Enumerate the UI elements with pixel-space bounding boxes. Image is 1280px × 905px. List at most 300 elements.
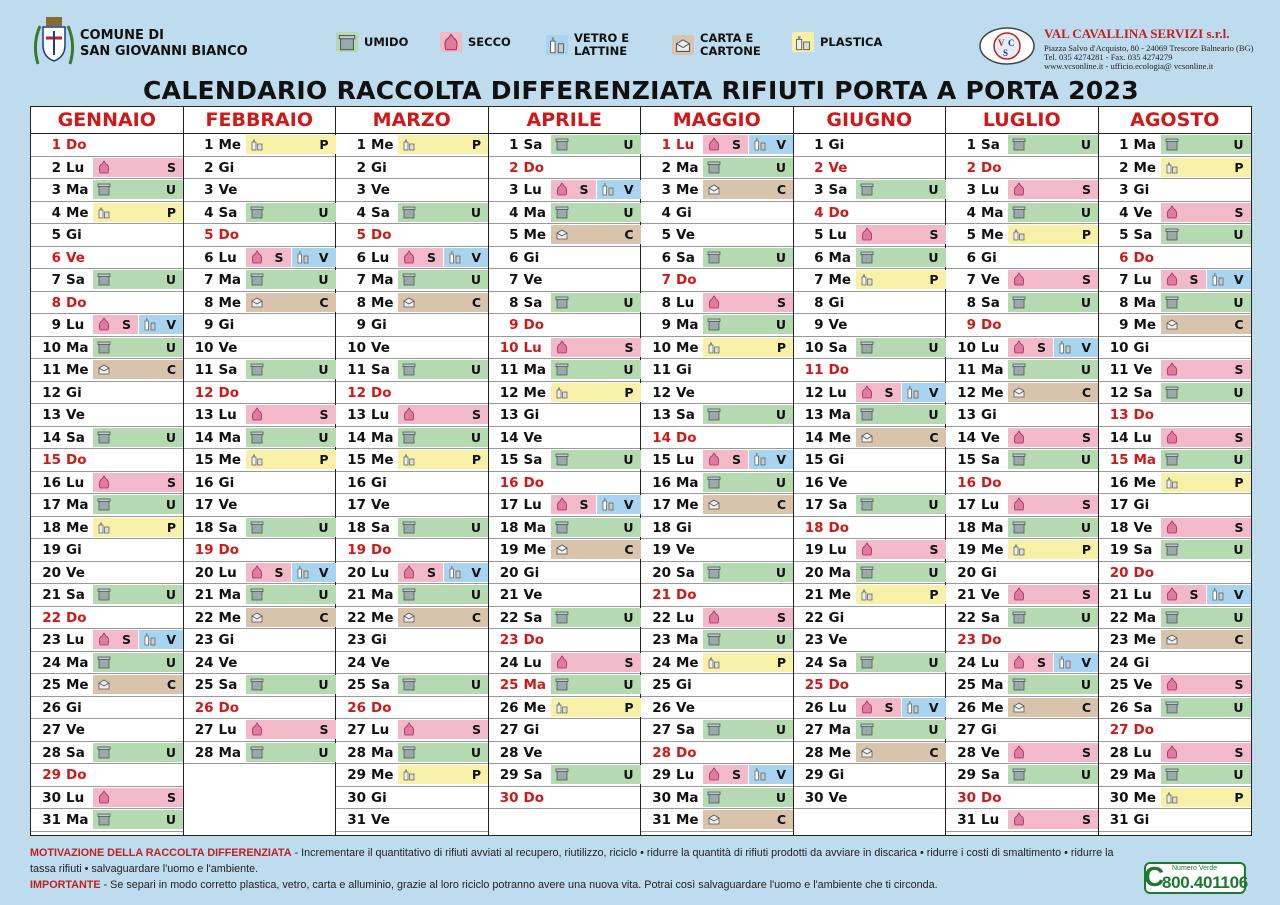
collection-code: U	[165, 744, 176, 760]
collection-bag	[856, 698, 901, 717]
collection-code: U	[318, 362, 329, 377]
bin-icon	[860, 340, 874, 354]
day-row	[336, 292, 488, 315]
month-name: MAGGIO	[641, 107, 793, 134]
day-number: 25	[804, 677, 824, 693]
day-number: 9	[814, 317, 824, 333]
weekday: Do	[66, 767, 87, 783]
bin-icon	[1012, 295, 1026, 309]
box-icon	[860, 745, 874, 759]
collection-bag	[856, 383, 901, 402]
collection-bag	[703, 135, 748, 154]
day-row	[1099, 449, 1252, 472]
day-row	[184, 292, 336, 315]
legend-label-line1: PLASTICA	[820, 34, 883, 49]
day-number: 15	[347, 452, 366, 468]
collection-code: C	[166, 677, 176, 692]
header	[0, 0, 1280, 80]
plastic-icon	[97, 205, 111, 219]
collection-bin	[551, 360, 641, 379]
bag-icon	[1012, 812, 1026, 826]
day-row	[641, 134, 793, 157]
day-row	[336, 314, 488, 337]
collection-bag	[1161, 203, 1251, 222]
day-row	[336, 404, 488, 427]
weekday: Gi	[1133, 182, 1150, 198]
collection-code: V	[623, 182, 634, 197]
bin-icon	[555, 205, 569, 219]
day-row	[1099, 157, 1252, 180]
collection-code: U	[470, 429, 481, 445]
collection-code: P	[929, 272, 939, 287]
collection-box	[93, 360, 183, 379]
day-number: 24	[652, 654, 671, 671]
weekday: Sa	[981, 452, 1000, 468]
bin-icon	[707, 250, 721, 264]
collection-bin	[551, 135, 641, 154]
weekday: Ma	[371, 587, 394, 603]
day-number: 7	[509, 272, 519, 288]
month-giugno	[794, 107, 947, 835]
collection-plastic	[246, 450, 336, 469]
day-number: 7	[204, 272, 214, 288]
collection-code: P	[471, 452, 481, 467]
weekday: Lu	[981, 812, 1000, 828]
collection-code: U	[928, 339, 939, 355]
weekday: Sa	[828, 654, 848, 671]
weekday: Do	[218, 227, 239, 243]
day-number: 1	[661, 137, 671, 153]
weekday: Do	[1133, 722, 1154, 738]
collection-code: S	[1081, 182, 1091, 197]
day-row	[184, 584, 336, 607]
weekday: Me	[676, 339, 699, 356]
day-row	[641, 359, 793, 382]
bin-icon	[1012, 767, 1026, 781]
day-row	[946, 539, 1098, 562]
weekday: Ma	[981, 677, 1004, 693]
day-row	[641, 314, 793, 337]
day-row	[1099, 539, 1252, 562]
day-number: 9	[204, 317, 214, 333]
weekday: Sa	[828, 182, 848, 198]
day-row	[641, 224, 793, 247]
weekday: Lu	[1133, 744, 1152, 761]
collection-bag	[93, 158, 183, 177]
collection-code: S	[884, 384, 894, 400]
weekday: Me	[1133, 317, 1157, 333]
day-row	[489, 652, 641, 675]
day-row	[1099, 404, 1252, 427]
day-row	[184, 472, 336, 495]
day-row	[946, 224, 1098, 247]
collection-code: U	[928, 249, 939, 265]
day-row	[946, 584, 1098, 607]
collection-code: U	[928, 654, 939, 670]
weekday: Ma	[676, 317, 699, 333]
day-row	[946, 292, 1098, 315]
day-row	[1099, 224, 1252, 247]
weekday: Gi	[66, 699, 82, 716]
day-row	[794, 764, 946, 787]
weekday: Ma	[676, 789, 699, 806]
weekday: Ma	[828, 722, 852, 738]
collection-code: U	[1233, 767, 1244, 782]
collection-bin	[1008, 608, 1098, 627]
day-number: 6	[356, 249, 366, 266]
weekday: Lu	[218, 249, 237, 266]
day-number: 27	[347, 722, 366, 738]
collection-code: S	[166, 474, 176, 490]
day-row	[31, 359, 183, 382]
bin-icon	[1012, 677, 1026, 691]
day-row	[641, 539, 793, 562]
bag-icon	[1165, 430, 1179, 444]
collection-code: S	[624, 654, 634, 670]
day-number: 9	[356, 317, 366, 333]
day-row	[641, 652, 793, 675]
collection-code: V	[776, 767, 786, 782]
day-row	[794, 787, 946, 810]
day-row	[794, 134, 946, 157]
day-row	[641, 382, 793, 405]
day-number: 11	[42, 362, 61, 378]
weekday: Ve	[828, 632, 848, 648]
collection-plastic	[1008, 225, 1098, 244]
day-row	[184, 539, 336, 562]
weekday: Sa	[66, 587, 85, 603]
weekday: Ma	[371, 272, 394, 288]
plastic-icon	[1165, 790, 1179, 804]
box-icon	[402, 610, 416, 624]
weekday: Gi	[828, 137, 845, 153]
day-row	[794, 517, 946, 540]
weekday: Sa	[828, 497, 848, 513]
weekday: Gi	[981, 249, 997, 266]
day-row	[184, 202, 336, 225]
day-number: 20	[1109, 564, 1129, 581]
bottle-icon	[906, 385, 920, 399]
weekday: Do	[371, 384, 392, 401]
collection-bag	[856, 225, 946, 244]
legend-item-plastica	[792, 32, 882, 52]
day-row	[184, 157, 336, 180]
day-row	[31, 292, 183, 315]
day-row	[489, 562, 641, 585]
bottle-icon	[601, 497, 615, 511]
month-name: MARZO	[336, 107, 488, 134]
day-number: 4	[509, 204, 519, 221]
day-row	[184, 224, 336, 247]
collection-code: U	[1233, 294, 1244, 310]
day-number: 15	[804, 452, 824, 468]
collection-code: U	[775, 249, 786, 265]
day-row	[336, 157, 488, 180]
collection-code: S	[731, 137, 741, 152]
collection-box	[398, 608, 488, 627]
weekday: Do	[66, 452, 87, 468]
day-number: 5	[204, 227, 214, 243]
day-row	[31, 247, 183, 270]
day-row	[336, 787, 488, 810]
bag-icon	[1012, 745, 1026, 759]
bottle-icon	[448, 565, 462, 579]
weekday: Gi	[371, 474, 387, 491]
day-row	[794, 157, 946, 180]
day-row	[641, 404, 793, 427]
weekday: Lu	[981, 339, 1000, 356]
collection-code: U	[623, 294, 634, 310]
day-number: 30	[1109, 789, 1129, 806]
day-row	[489, 202, 641, 225]
day-number: 26	[1109, 699, 1129, 716]
weekday: Gi	[371, 159, 387, 176]
weekday: Gi	[981, 722, 997, 738]
weekday: Gi	[218, 159, 235, 176]
day-row	[31, 337, 183, 360]
day-row	[946, 787, 1098, 810]
collection-code: S	[1234, 677, 1244, 692]
day-number: 22	[499, 609, 519, 626]
day-row	[794, 179, 946, 202]
day-number: 24	[347, 654, 366, 671]
day-number: 14	[804, 429, 824, 446]
bin-icon	[97, 272, 111, 286]
collection-bag	[93, 473, 183, 492]
weekday: Do	[981, 159, 1002, 176]
collection-code: U	[623, 677, 634, 692]
weekday: Me	[981, 699, 1004, 716]
collection-bin	[246, 360, 336, 379]
day-number: 12	[1109, 384, 1129, 401]
day-row	[489, 607, 641, 630]
day-number: 22	[194, 609, 214, 626]
day-number: 14	[957, 429, 976, 446]
collection-bin	[703, 630, 793, 649]
day-row	[641, 269, 793, 292]
collection-bin	[93, 743, 183, 762]
day-row	[31, 584, 183, 607]
phone-label: Numero Verde	[1172, 865, 1218, 872]
month-luglio	[946, 107, 1099, 835]
weekday: Ma	[676, 474, 699, 491]
bag-icon	[860, 700, 874, 714]
collection-code: S	[929, 542, 939, 557]
collection-bin	[856, 405, 946, 424]
day-row	[641, 517, 793, 540]
day-number: 22	[957, 609, 976, 626]
day-number: 17	[804, 497, 824, 513]
collection-box	[398, 293, 488, 312]
weekday: Gi	[523, 249, 540, 266]
collection-code: U	[775, 722, 786, 737]
collection-bin	[93, 180, 183, 199]
bin-icon	[1012, 520, 1026, 534]
day-row	[1099, 382, 1252, 405]
collection-code: C	[776, 497, 786, 512]
collection-bin	[1008, 293, 1098, 312]
collection-plastic	[703, 338, 793, 357]
weekday: Lu	[676, 609, 695, 626]
weekday: Lu	[676, 452, 695, 468]
day-row	[641, 427, 793, 450]
day-row	[794, 337, 946, 360]
day-number: 31	[652, 812, 671, 828]
day-number: 14	[347, 429, 366, 446]
bag-icon	[97, 475, 111, 489]
collection-bin	[93, 270, 183, 289]
day-row	[336, 472, 488, 495]
weekday: Ve	[1133, 677, 1153, 693]
collection-code: S	[1189, 272, 1199, 287]
day-row	[31, 652, 183, 675]
collection-bin	[551, 518, 641, 537]
collection-bag	[1161, 585, 1206, 604]
day-number: 11	[347, 362, 366, 378]
legend-label-line1: SECCO	[468, 34, 511, 49]
collection-plastic	[1161, 158, 1251, 177]
bag-icon	[250, 722, 264, 736]
bag-icon	[707, 767, 721, 781]
collection-code: P	[166, 204, 176, 220]
collection-bin	[398, 518, 488, 537]
weekday: Sa	[1133, 699, 1153, 716]
collection-bag	[1161, 270, 1206, 289]
weekday: Ma	[981, 204, 1004, 221]
collection-bin	[703, 315, 793, 334]
weekday: Do	[828, 519, 849, 536]
day-number: 13	[347, 407, 366, 423]
collection-code: S	[731, 767, 741, 782]
day-number: 29	[42, 767, 61, 783]
day-number: 24	[499, 654, 519, 671]
day-number: 4	[204, 204, 214, 221]
day-number: 28	[652, 744, 671, 761]
collection-bottle	[597, 180, 641, 199]
footer-important	[30, 877, 1140, 893]
day-row	[31, 314, 183, 337]
day-row	[489, 674, 641, 697]
collection-code: S	[884, 699, 894, 715]
collection-code: U	[775, 159, 786, 175]
collection-code: C	[1081, 384, 1091, 400]
bin-icon	[97, 182, 111, 196]
day-number: 8	[204, 294, 214, 311]
day-row	[641, 607, 793, 630]
day-row	[336, 427, 488, 450]
collection-bin	[93, 585, 183, 604]
day-row	[946, 337, 1098, 360]
day-number: 24	[194, 654, 214, 671]
collection-bag	[1008, 270, 1098, 289]
collection-code: U	[1233, 542, 1244, 557]
collection-code: U	[318, 744, 329, 760]
collection-code: S	[121, 632, 131, 647]
day-row	[489, 629, 641, 652]
bin-icon	[555, 362, 569, 376]
collection-code: P	[1081, 227, 1091, 242]
collection-code: U	[165, 812, 176, 827]
collection-box	[246, 293, 336, 312]
legend-item-secco	[440, 32, 511, 52]
collection-bottle	[139, 315, 183, 334]
collection-box	[703, 810, 793, 829]
collection-code: U	[1080, 677, 1091, 692]
bag-icon	[1165, 272, 1179, 286]
collection-bin	[1008, 203, 1098, 222]
day-number: 7	[51, 272, 61, 288]
legend-label	[820, 36, 882, 49]
collection-code: U	[1233, 227, 1244, 242]
weekday: Me	[828, 744, 852, 761]
day-number: 13	[194, 407, 214, 423]
collection-bottle	[444, 563, 488, 582]
day-row	[336, 539, 488, 562]
day-number: 23	[804, 632, 824, 648]
collection-plastic	[246, 135, 336, 154]
weekday: Me	[981, 542, 1004, 558]
day-number: 22	[1109, 609, 1129, 626]
collection-bottle	[749, 135, 793, 154]
day-row	[946, 719, 1098, 742]
collection-plastic	[703, 653, 793, 672]
collection-bag	[398, 720, 488, 739]
day-row	[489, 314, 641, 337]
day-number: 4	[1119, 204, 1129, 221]
collection-bin	[398, 675, 488, 694]
bottle-icon	[546, 35, 568, 55]
day-row	[336, 359, 488, 382]
collection-code: U	[1080, 767, 1091, 782]
day-row	[336, 247, 488, 270]
day-number: 14	[42, 429, 61, 446]
bin-icon	[555, 295, 569, 309]
weekday: Lu	[1133, 272, 1152, 288]
day-number: 27	[804, 722, 824, 738]
weekday: Me	[981, 384, 1004, 401]
day-number: 15	[499, 452, 519, 468]
weekday: Me	[1133, 789, 1157, 806]
day-row	[31, 742, 183, 765]
month-aprile	[489, 107, 642, 835]
day-number: 20	[499, 564, 519, 581]
bin-icon	[250, 430, 264, 444]
collection-bin	[93, 495, 183, 514]
bin-icon	[1165, 542, 1179, 556]
weekday: Ve	[1133, 362, 1153, 378]
weekday: Me	[523, 699, 547, 716]
day-row	[794, 539, 946, 562]
bottle-icon	[753, 767, 767, 781]
weekday: Sa	[981, 137, 1000, 153]
weekday: Lu	[676, 137, 695, 153]
day-row	[336, 517, 488, 540]
day-number: 13	[957, 407, 976, 423]
weekday: Ve	[676, 542, 695, 558]
weekday: Me	[676, 497, 699, 513]
day-row	[336, 134, 488, 157]
day-row	[489, 292, 641, 315]
weekday: Ma	[218, 744, 242, 761]
legend-label	[468, 36, 511, 49]
day-row	[1099, 337, 1252, 360]
collection-code: C	[319, 609, 329, 625]
weekday: Sa	[1133, 384, 1153, 401]
day-row	[946, 809, 1098, 832]
weekday: Lu	[66, 317, 85, 333]
collection-code: U	[623, 452, 634, 467]
bin-icon	[860, 497, 874, 511]
